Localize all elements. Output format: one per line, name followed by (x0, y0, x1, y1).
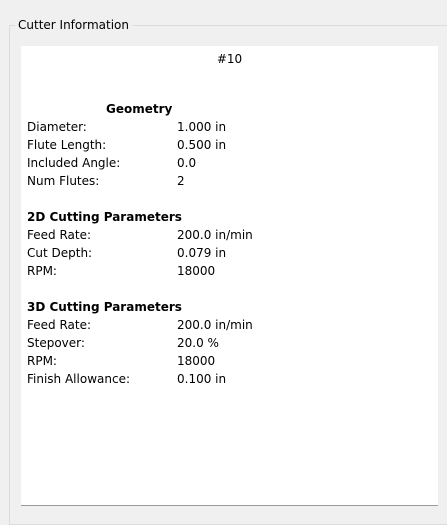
tool-name: #10 (216, 52, 243, 66)
groupbox-title: Cutter Information (15, 17, 132, 33)
row-label: Feed Rate: (27, 318, 92, 332)
row-label: Stepover: (27, 336, 85, 350)
params-2d-row-feed-rate (27, 227, 427, 245)
row-value: 20.0 % (177, 336, 219, 350)
row-value: 0.0 (177, 156, 197, 170)
row-label: Diameter: (27, 120, 87, 134)
geometry-heading: Geometry (106, 102, 173, 116)
row-label: Num Flutes: (27, 174, 100, 188)
row-value: 1.000 in (177, 120, 227, 134)
row-label: Cut Depth: (27, 246, 93, 260)
row-label: Included Angle: (27, 156, 121, 170)
params-3d-row-stepover (27, 335, 427, 353)
geometry-row-included-angle (27, 155, 427, 173)
params-2d-row-rpm (27, 263, 427, 281)
row-label: Finish Allowance: (27, 372, 130, 386)
row-label: RPM: (27, 264, 57, 278)
row-value: 18000 (177, 354, 216, 368)
cutter-info-panel (21, 46, 438, 506)
geometry-row-flute-length (27, 137, 427, 155)
row-value: 2 (177, 174, 185, 188)
params-2d-row-cut-depth (27, 245, 427, 263)
row-value: 18000 (177, 264, 216, 278)
row-value: 200.0 in/min (177, 228, 253, 242)
row-value: 0.079 in (177, 246, 227, 260)
row-label: Flute Length: (27, 138, 107, 152)
params-2d-heading: 2D Cutting Parameters (27, 210, 182, 224)
row-value: 200.0 in/min (177, 318, 253, 332)
params-3d-row-finish-allowance (27, 371, 427, 389)
params-3d-heading: 3D Cutting Parameters (27, 300, 182, 314)
row-value: 0.100 in (177, 372, 227, 386)
row-value: 0.500 in (177, 138, 227, 152)
params-3d-row-rpm (27, 353, 427, 371)
row-label: Feed Rate: (27, 228, 92, 242)
geometry-row-diameter (27, 119, 427, 137)
row-label: RPM: (27, 354, 57, 368)
params-3d-row-feed-rate (27, 317, 427, 335)
geometry-row-num-flutes (27, 173, 427, 191)
